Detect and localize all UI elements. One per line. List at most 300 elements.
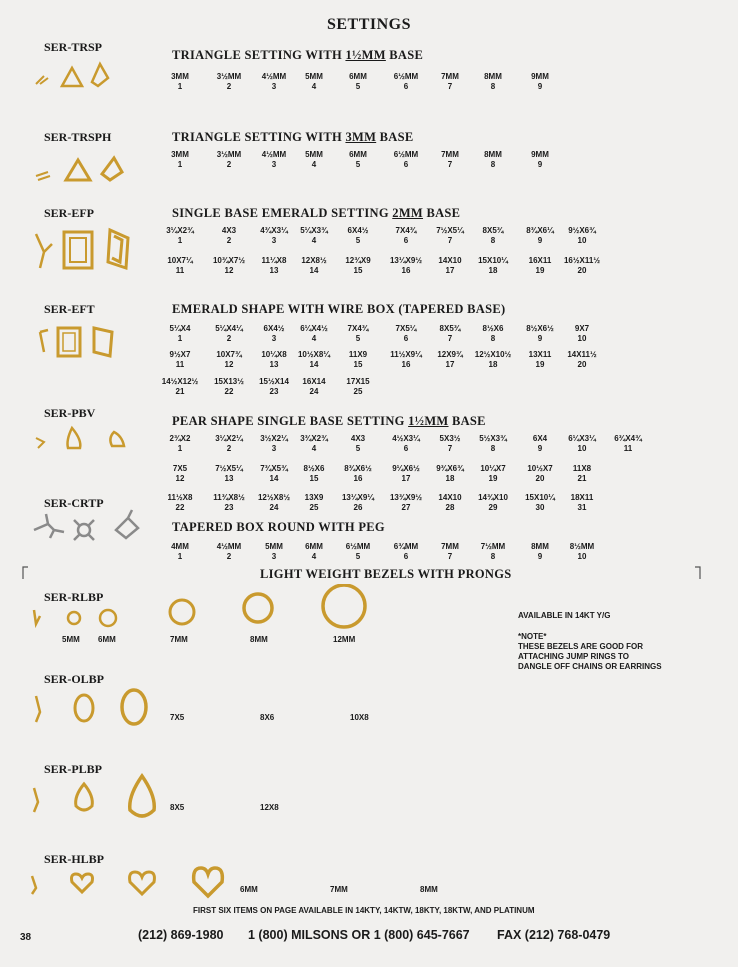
size-number: 16 bbox=[401, 360, 411, 369]
size-number: 2 bbox=[226, 82, 232, 91]
size-number: 2 bbox=[226, 236, 232, 245]
page-title: SETTINGS bbox=[326, 16, 412, 33]
size-number: 10 bbox=[577, 444, 587, 453]
size-label: 7X5 bbox=[172, 464, 188, 473]
size-entry bbox=[561, 256, 603, 276]
size-label: 8¾X6½ bbox=[344, 464, 372, 473]
size-label: 14X10 bbox=[438, 493, 462, 502]
hlbp-size: 8MM bbox=[420, 885, 438, 894]
size-number: 1 bbox=[177, 552, 183, 561]
size-entry bbox=[519, 350, 561, 370]
size-entry bbox=[429, 150, 471, 170]
size-entry bbox=[293, 493, 335, 513]
section-title-text: PEAR SHAPE SINGLE BASE SETTING bbox=[172, 414, 409, 428]
size-entry bbox=[337, 434, 379, 454]
phone-number: (212) 869-1980 bbox=[138, 928, 224, 942]
size-entry bbox=[429, 226, 471, 246]
size-entry bbox=[253, 226, 295, 246]
item-code: SER-CRTP bbox=[44, 496, 104, 510]
size-entry bbox=[253, 377, 295, 397]
size-entry bbox=[159, 434, 201, 454]
size-number: 5 bbox=[355, 82, 361, 91]
size-entry bbox=[293, 324, 335, 344]
size-label: 14X11½ bbox=[567, 350, 597, 359]
size-entry bbox=[429, 542, 471, 562]
size-number: 22 bbox=[175, 503, 185, 512]
size-number: 6 bbox=[403, 82, 409, 91]
size-label: 16X11 bbox=[528, 256, 552, 265]
item-code: SER-TRSPH bbox=[44, 130, 112, 144]
size-number: 17 bbox=[445, 360, 455, 369]
size-label: 10X7¼ bbox=[167, 256, 193, 265]
size-number: 4 bbox=[311, 82, 317, 91]
size-number: 16 bbox=[401, 266, 411, 275]
size-entry bbox=[159, 493, 201, 513]
size-label: 6MM bbox=[349, 72, 367, 81]
emerald-setting-image bbox=[30, 222, 160, 280]
size-number: 12 bbox=[224, 360, 234, 369]
size-label: 4X3 bbox=[221, 226, 237, 235]
size-label: 3½MM bbox=[216, 72, 242, 81]
size-entry bbox=[519, 256, 561, 276]
size-label: 3½X2¼ bbox=[260, 434, 288, 443]
size-label: 11X9 bbox=[348, 350, 368, 359]
size-number: 10 bbox=[577, 236, 587, 245]
size-entry bbox=[159, 150, 201, 170]
size-entry bbox=[337, 542, 379, 562]
size-entry bbox=[429, 464, 471, 484]
size-label: 5¼X4¼ bbox=[215, 324, 243, 333]
size-entry bbox=[293, 150, 335, 170]
size-number: 2 bbox=[226, 334, 232, 343]
size-number: 19 bbox=[488, 474, 498, 483]
size-label: 8½X6 bbox=[303, 464, 325, 473]
size-entry bbox=[337, 150, 379, 170]
size-label: 9¾X6¾ bbox=[436, 464, 464, 473]
plbp-code: SER-PLBP bbox=[44, 762, 103, 776]
size-number: 13 bbox=[269, 266, 279, 275]
size-entry bbox=[519, 150, 561, 170]
size-number: 9 bbox=[537, 82, 543, 91]
size-label: 7MM bbox=[441, 150, 459, 159]
size-entry bbox=[472, 256, 514, 276]
size-label: 13¾X9½ bbox=[389, 493, 423, 502]
hlbp-size: 7MM bbox=[330, 885, 348, 894]
size-number: 3 bbox=[271, 552, 277, 561]
triangle-setting-3mm-image bbox=[30, 150, 140, 184]
size-entry bbox=[472, 72, 514, 92]
size-number: 3 bbox=[271, 160, 277, 169]
size-entry bbox=[472, 542, 514, 562]
size-label: 10½X8¼ bbox=[297, 350, 331, 359]
size-label: 14¾X10 bbox=[478, 493, 508, 502]
note-heading: *NOTE* bbox=[518, 632, 547, 641]
size-entry bbox=[519, 542, 561, 562]
size-label: 4½MM bbox=[261, 150, 287, 159]
size-number: 19 bbox=[535, 266, 545, 275]
size-number: 4 bbox=[311, 160, 317, 169]
size-label: 8½X6½ bbox=[526, 324, 554, 333]
size-label: 8½MM bbox=[569, 542, 595, 551]
size-entry bbox=[159, 256, 201, 276]
size-entry bbox=[429, 350, 471, 370]
size-number: 7 bbox=[447, 334, 453, 343]
size-entry bbox=[208, 493, 250, 513]
size-label: 5½X3¾ bbox=[479, 434, 507, 443]
size-number: 9 bbox=[537, 160, 543, 169]
size-label: 6X4½ bbox=[263, 324, 285, 333]
size-label: 4½MM bbox=[261, 72, 287, 81]
pear-bezel-images bbox=[24, 770, 174, 826]
size-label: 5MM bbox=[305, 72, 323, 81]
item-code: SER-EFP bbox=[44, 206, 95, 220]
section-title bbox=[172, 130, 413, 145]
size-label: 9½X6¾ bbox=[568, 226, 596, 235]
size-label: 3MM bbox=[171, 150, 189, 159]
note-line: DANGLE OFF CHAINS OR EARRINGS bbox=[518, 662, 662, 671]
heart-bezel-images bbox=[24, 862, 234, 902]
round-bezel-images bbox=[24, 584, 374, 636]
size-entry bbox=[253, 434, 295, 454]
size-number: 15 bbox=[309, 474, 319, 483]
size-entry bbox=[561, 464, 603, 484]
size-number: 8 bbox=[490, 334, 496, 343]
size-number: 4 bbox=[311, 552, 317, 561]
size-label: 8MM bbox=[484, 150, 502, 159]
size-entry bbox=[337, 72, 379, 92]
size-label: 17X15 bbox=[346, 377, 370, 386]
size-entry bbox=[337, 464, 379, 484]
size-entry bbox=[472, 226, 514, 246]
size-number: 19 bbox=[535, 360, 545, 369]
size-entry bbox=[337, 324, 379, 344]
size-number: 5 bbox=[355, 236, 361, 245]
size-entry bbox=[429, 324, 471, 344]
availability-note: AVAILABLE IN 14KT Y/G bbox=[518, 611, 611, 620]
size-entry bbox=[253, 256, 295, 276]
size-entry bbox=[253, 464, 295, 484]
size-label: 12X9¾ bbox=[437, 350, 463, 359]
size-entry bbox=[385, 493, 427, 513]
section-title-text: EMERALD SHAPE WITH WIRE BOX (TAPERED BASE) bbox=[172, 302, 506, 316]
size-label: 6¾X4¾ bbox=[614, 434, 642, 443]
size-entry bbox=[519, 434, 561, 454]
size-entry bbox=[208, 464, 250, 484]
size-entry bbox=[519, 464, 561, 484]
tapered-box-round-image bbox=[28, 508, 148, 548]
size-number: 4 bbox=[311, 334, 317, 343]
size-label: 13X11 bbox=[528, 350, 552, 359]
size-entry bbox=[253, 350, 295, 370]
size-label: 11½X8 bbox=[167, 493, 193, 502]
item-code: SER-PBV bbox=[44, 406, 96, 420]
size-entry bbox=[561, 434, 603, 454]
size-label: 6½MM bbox=[345, 542, 371, 551]
size-entry bbox=[385, 350, 427, 370]
size-number: 13 bbox=[269, 360, 279, 369]
size-number: 3 bbox=[271, 82, 277, 91]
size-entry bbox=[208, 256, 250, 276]
size-entry bbox=[159, 464, 201, 484]
size-number: 1 bbox=[177, 236, 183, 245]
size-entry bbox=[293, 72, 335, 92]
size-number: 2 bbox=[226, 444, 232, 453]
size-number: 23 bbox=[269, 387, 279, 396]
size-number: 9 bbox=[537, 236, 543, 245]
size-number: 26 bbox=[353, 503, 363, 512]
size-label: 11¾X8½ bbox=[213, 493, 245, 502]
note-line: ATTACHING JUMP RINGS TO bbox=[518, 652, 629, 661]
size-entry bbox=[519, 226, 561, 246]
size-label: 6MM bbox=[305, 542, 323, 551]
section-title-text: TRIANGLE SETTING WITH bbox=[172, 48, 346, 62]
size-entry bbox=[337, 226, 379, 246]
size-number: 5 bbox=[355, 160, 361, 169]
size-entry bbox=[607, 434, 649, 454]
section-title-end: BASE bbox=[376, 130, 414, 144]
size-entry bbox=[385, 226, 427, 246]
size-number: 14 bbox=[269, 474, 279, 483]
size-number: 4 bbox=[311, 236, 317, 245]
size-number: 13 bbox=[224, 474, 234, 483]
size-number: 10 bbox=[577, 334, 587, 343]
size-entry bbox=[253, 72, 295, 92]
size-number: 8 bbox=[490, 444, 496, 453]
size-number: 8 bbox=[490, 82, 496, 91]
size-label: 5¼X3¾ bbox=[300, 226, 328, 235]
size-number: 3 bbox=[271, 334, 277, 343]
size-entry bbox=[429, 434, 471, 454]
section-title-text: TAPERED BOX ROUND WITH PEG bbox=[172, 520, 385, 534]
section-title-underlined: 1½MM bbox=[345, 48, 386, 62]
size-entry bbox=[293, 542, 335, 562]
size-entry bbox=[293, 464, 335, 484]
size-number: 5 bbox=[355, 552, 361, 561]
size-entry bbox=[429, 256, 471, 276]
section-title-underlined: 2MM bbox=[392, 206, 424, 220]
size-label: 6MM bbox=[349, 150, 367, 159]
plbp-size: 8X5 bbox=[170, 803, 185, 812]
size-label: 6X4 bbox=[532, 434, 548, 443]
size-label: 12½X10½ bbox=[474, 350, 512, 359]
size-label: 7½X5¼ bbox=[215, 464, 243, 473]
size-entry bbox=[561, 542, 603, 562]
bezels-title: LIGHT WEIGHT BEZELS WITH PRONGS bbox=[260, 567, 512, 581]
triangle-setting-image bbox=[30, 58, 130, 92]
section-title-underlined: 1½MM bbox=[408, 414, 449, 428]
size-number: 11 bbox=[175, 266, 185, 275]
size-label: 7½MM bbox=[480, 542, 506, 551]
size-number: 7 bbox=[447, 82, 453, 91]
size-number: 11 bbox=[175, 360, 185, 369]
size-entry bbox=[159, 324, 201, 344]
rlbp-size-12mm: 12MM bbox=[333, 635, 356, 644]
plbp-size: 12X8 bbox=[260, 803, 279, 812]
size-label: 9½X7 bbox=[169, 350, 191, 359]
rlbp-size-8mm: 8MM bbox=[250, 635, 268, 644]
size-label: 10½X7 bbox=[527, 464, 553, 473]
size-entry bbox=[208, 150, 250, 170]
size-label: 9MM bbox=[531, 72, 549, 81]
size-label: 2¾X2 bbox=[169, 434, 191, 443]
size-number: 18 bbox=[488, 360, 498, 369]
size-entry bbox=[337, 493, 379, 513]
corner-bracket-right bbox=[694, 566, 702, 580]
item-code: SER-EFT bbox=[44, 302, 95, 316]
emerald-wire-box-image bbox=[34, 318, 144, 366]
size-label: 7MM bbox=[441, 72, 459, 81]
size-entry bbox=[385, 150, 427, 170]
toll-free-number: 1 (800) MILSONS OR 1 (800) 645-7667 bbox=[248, 928, 470, 942]
size-label: 8½X6 bbox=[482, 324, 504, 333]
size-entry bbox=[293, 350, 335, 370]
size-label: 6X4½ bbox=[347, 226, 369, 235]
size-number: 6 bbox=[403, 236, 409, 245]
size-label: 9MM bbox=[531, 150, 549, 159]
size-number: 31 bbox=[577, 503, 587, 512]
size-label: 3¾X2¾ bbox=[300, 434, 328, 443]
size-entry bbox=[208, 542, 250, 562]
size-number: 1 bbox=[177, 334, 183, 343]
size-label: 4½MM bbox=[216, 542, 242, 551]
olbp-size: 10X8 bbox=[350, 713, 369, 722]
size-number: 4 bbox=[311, 444, 317, 453]
size-entry bbox=[253, 493, 295, 513]
size-label: 14X10 bbox=[438, 256, 462, 265]
size-label: 16½X11½ bbox=[563, 256, 601, 265]
size-entry bbox=[293, 377, 335, 397]
size-number: 25 bbox=[353, 387, 363, 396]
size-number: 5 bbox=[355, 334, 361, 343]
size-entry bbox=[561, 226, 603, 246]
size-entry bbox=[472, 464, 514, 484]
size-entry bbox=[159, 350, 201, 370]
olbp-size: 7X5 bbox=[170, 713, 185, 722]
size-entry bbox=[385, 72, 427, 92]
corner-bracket-left bbox=[22, 566, 30, 580]
size-label: 8MM bbox=[484, 72, 502, 81]
size-entry bbox=[208, 324, 250, 344]
section-title bbox=[172, 48, 423, 63]
size-entry bbox=[385, 324, 427, 344]
size-label: 13¼X9¼ bbox=[341, 493, 375, 502]
size-label: 3¼X2¼ bbox=[215, 434, 243, 443]
size-entry bbox=[208, 226, 250, 246]
section-title bbox=[172, 414, 486, 429]
size-entry bbox=[253, 542, 295, 562]
section-title-end: BASE bbox=[448, 414, 486, 428]
size-entry bbox=[472, 493, 514, 513]
size-entry bbox=[159, 72, 201, 92]
size-number: 3 bbox=[271, 236, 277, 245]
size-entry bbox=[472, 324, 514, 344]
size-entry bbox=[429, 72, 471, 92]
size-number: 30 bbox=[535, 503, 545, 512]
item-code: SER-TRSP bbox=[44, 40, 103, 54]
size-entry bbox=[208, 377, 250, 397]
size-number: 2 bbox=[226, 160, 232, 169]
size-label: 5MM bbox=[265, 542, 283, 551]
size-entry bbox=[519, 72, 561, 92]
size-number: 22 bbox=[224, 387, 234, 396]
size-entry bbox=[159, 542, 201, 562]
size-number: 1 bbox=[177, 444, 183, 453]
size-number: 21 bbox=[175, 387, 185, 396]
section-title-underlined: 3MM bbox=[345, 130, 377, 144]
hlbp-code: SER-HLBP bbox=[44, 852, 105, 866]
size-entry bbox=[519, 324, 561, 344]
size-label: 4¾X3¼ bbox=[260, 226, 288, 235]
size-label: 3½MM bbox=[216, 150, 242, 159]
size-number: 18 bbox=[488, 266, 498, 275]
size-entry bbox=[472, 434, 514, 454]
size-label: 8¾X6¼ bbox=[526, 226, 554, 235]
size-label: 6¼X4½ bbox=[300, 324, 328, 333]
oval-bezel-images bbox=[24, 682, 174, 732]
size-number: 7 bbox=[447, 552, 453, 561]
size-entry bbox=[472, 150, 514, 170]
size-number: 12 bbox=[224, 266, 234, 275]
size-number: 20 bbox=[535, 474, 545, 483]
size-label: 10X7¾ bbox=[216, 350, 242, 359]
size-label: 8X5¾ bbox=[482, 226, 504, 235]
size-number: 27 bbox=[401, 503, 411, 512]
size-entry bbox=[337, 256, 379, 276]
size-entry bbox=[385, 464, 427, 484]
size-label: 4MM bbox=[171, 542, 189, 551]
size-entry bbox=[472, 350, 514, 370]
section-title-text: SINGLE BASE EMERALD SETTING bbox=[172, 206, 393, 220]
size-entry bbox=[208, 434, 250, 454]
size-label: 4X3 bbox=[350, 434, 366, 443]
size-number: 5 bbox=[355, 444, 361, 453]
size-number: 24 bbox=[269, 503, 279, 512]
size-entry bbox=[253, 324, 295, 344]
section-title bbox=[172, 520, 385, 535]
size-number: 28 bbox=[445, 503, 455, 512]
size-number: 1 bbox=[177, 82, 183, 91]
size-label: 6¼X3¼ bbox=[568, 434, 596, 443]
size-number: 15 bbox=[353, 360, 363, 369]
size-label: 10¼X8 bbox=[261, 350, 287, 359]
hlbp-size: 6MM bbox=[240, 885, 258, 894]
olbp-code: SER-OLBP bbox=[44, 672, 105, 686]
size-label: 18X11 bbox=[570, 493, 594, 502]
size-label: 6½MM bbox=[393, 72, 419, 81]
size-number: 21 bbox=[577, 474, 587, 483]
size-number: 24 bbox=[309, 387, 319, 396]
size-number: 16 bbox=[353, 474, 363, 483]
size-number: 6 bbox=[403, 160, 409, 169]
size-entry bbox=[293, 256, 335, 276]
size-number: 20 bbox=[577, 266, 587, 275]
size-label: 13X9 bbox=[304, 493, 324, 502]
size-label: 7X5¼ bbox=[395, 324, 417, 333]
size-label: 15X10¼ bbox=[525, 493, 555, 502]
size-label: 6½MM bbox=[393, 150, 419, 159]
pear-setting-image bbox=[30, 424, 140, 454]
size-label: 6¾MM bbox=[393, 542, 419, 551]
size-number: 6 bbox=[403, 552, 409, 561]
size-label: 9¼X6½ bbox=[392, 464, 420, 473]
size-label: 11½X9¼ bbox=[390, 350, 422, 359]
size-entry bbox=[519, 493, 561, 513]
size-label: 7½X5¼ bbox=[436, 226, 464, 235]
size-label: 7¾X5¾ bbox=[260, 464, 288, 473]
size-number: 18 bbox=[445, 474, 455, 483]
size-number: 7 bbox=[447, 160, 453, 169]
size-number: 2 bbox=[226, 552, 232, 561]
